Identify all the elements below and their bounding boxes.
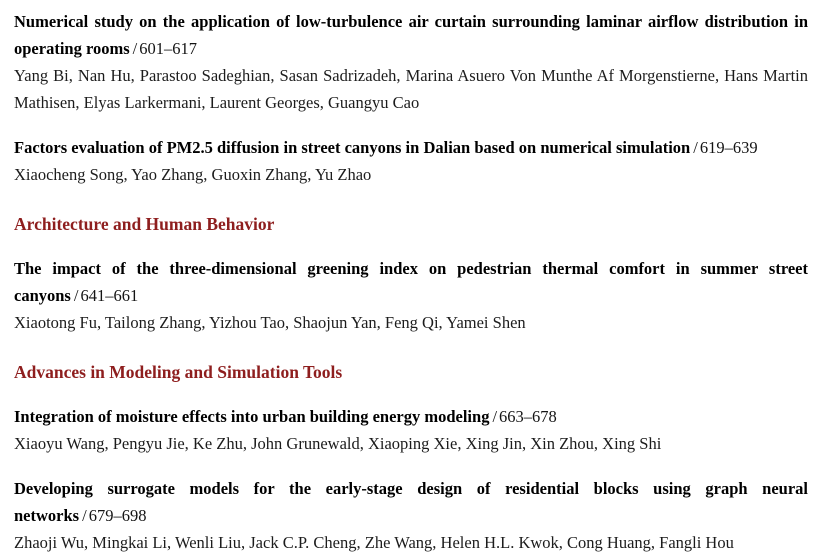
article-title-line — [14, 255, 808, 309]
article-title-line — [14, 403, 808, 430]
toc-entry — [14, 8, 808, 116]
author-list: Xiaotong Fu, Tailong Zhang, Yizhou Tao, Shaojun Yan, Feng Qi, Yamei Shen — [14, 313, 526, 332]
toc-entry — [14, 403, 808, 457]
page-separator: / — [73, 286, 79, 305]
article-title: Integration of moisture effects into urban building energy modeling — [14, 407, 490, 426]
toc-entry — [14, 255, 808, 336]
article-title: Factors evaluation of PM2.5 diffusion in street canyons in Dalian based on numerical simulation — [14, 138, 691, 157]
article-title-line — [14, 475, 808, 529]
toc-entry — [14, 134, 808, 188]
page-range: 679–698 — [88, 506, 147, 525]
page-range: 619–639 — [699, 138, 758, 157]
author-list: Xiaoyu Wang, Pengyu Jie, Ke Zhu, John Grunewald, Xiaoping Xie, Xing Jin, Xin Zhou, Xing Shi — [14, 434, 662, 453]
page-range: 663–678 — [499, 407, 557, 426]
toc-entry — [14, 475, 808, 556]
section-heading: Advances in Modeling and Simulation Tools — [14, 362, 343, 382]
author-list: Zhaoji Wu, Mingkai Li, Wenli Liu, Jack C.P. Cheng, Zhe Wang, Helen H.L. Kwok, Cong Huang, Fangli Hou — [14, 533, 734, 552]
page-separator: / — [82, 506, 87, 525]
article-title: The impact of the three-dimensional greening index on pedestrian thermal comfort in summer street canyons — [14, 259, 808, 305]
page-separator: / — [132, 39, 138, 58]
author-list: Yang Bi, Nan Hu, Parastoo Sadeghian, Sasan Sadrizadeh, Marina Asuero Von Munthe Af Morgenstierne, Hans Martin Mathisen, Elyas Larkermani, Laurent Georges, Guangyu Cao — [14, 66, 808, 112]
page-separator: / — [693, 138, 698, 157]
page-range: 601–617 — [139, 39, 197, 58]
page-separator: / — [492, 407, 498, 426]
page-range: 641–661 — [80, 286, 139, 305]
article-title-line — [14, 134, 808, 161]
author-list: Xiaocheng Song, Yao Zhang, Guoxin Zhang, Yu Zhao — [14, 165, 372, 184]
article-title: Numerical study on the application of low-turbulence air curtain surrounding laminar airflow distribution in operating rooms — [14, 12, 808, 58]
article-title-line — [14, 8, 808, 62]
section-heading: Architecture and Human Behavior — [14, 214, 275, 234]
article-title: Developing surrogate models for the early-stage design of residential blocks using graph neural networks — [14, 479, 808, 525]
